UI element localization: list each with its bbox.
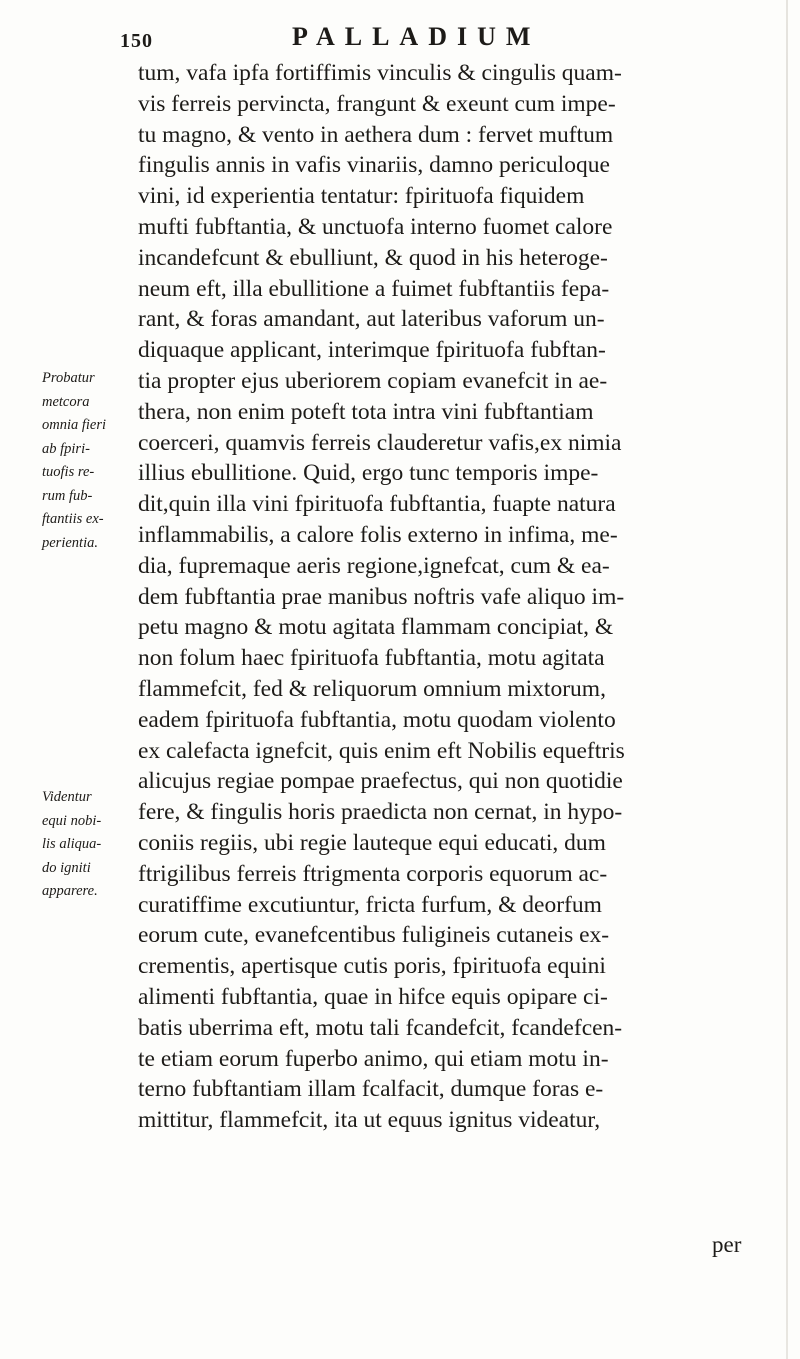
text-line: diquaque applicant, interimque fpirituofa fubftan- — [138, 337, 606, 364]
margin-note-line: omnia fieri — [42, 417, 107, 433]
catchword: per — [712, 1232, 742, 1257]
text-line: tu magno, & vento in aethera dum : fervet muftum — [138, 121, 614, 148]
text-line: eadem fpirituofa fubftantia, motu quodam violento — [138, 706, 616, 733]
margin-note-line: Probatur — [42, 370, 95, 386]
margin-note-1 — [42, 367, 132, 555]
text-line: mittitur, flammefcit, ita ut equus ignitus videatur, — [138, 1107, 601, 1134]
text-line: ex calefacta ignefcit, quis enim eft Nobilis equeftris — [138, 737, 625, 764]
text-line: inflammabilis, a calore folis externo in infima, me- — [138, 521, 618, 548]
running-head — [120, 16, 760, 56]
margin-note-line: ftantiis ex- — [42, 511, 104, 527]
margin-note-line: Videntur — [42, 789, 92, 805]
margin-note-line: do igniti — [42, 859, 91, 876]
text-line: ftrigilibus ferreis ftrigmenta corporis equorum ac- — [138, 860, 608, 887]
text-line: fingulis annis in vafis vinariis, damno periculoque — [138, 152, 610, 179]
text-line: vini, id experientia tentatur: fpirituofa fiquidem — [138, 183, 585, 210]
text-line: curatiffime excutiuntur, fricta furfum, & deorfum — [138, 891, 602, 918]
text-line: coerceri, quamvis ferreis clauderetur vafis,ex nimia — [138, 429, 622, 456]
text-line: tia propter ejus uberiorem copiam evanefcit in ae- — [138, 367, 608, 394]
margin-note-line: lis aliqua- — [42, 836, 102, 852]
margin-note-line: tuofis re- — [42, 464, 95, 480]
text-line: dem fubftantia prae manibus noftris vafe aliquo im- — [138, 583, 625, 610]
margin-note-line: rum fub- — [42, 487, 93, 504]
text-line: coniis regiis, ubi regie lauteque equi educati, dum — [138, 829, 606, 856]
text-line: te etiam eorum fuperbo animo, qui etiam motu in- — [138, 1045, 609, 1072]
body-text — [138, 58, 778, 1136]
text-line: alimenti fubftantia, quae in hifce equis opipare ci- — [138, 983, 608, 1010]
text-line: crementis, apertisque cutis poris, fpirituofa equini — [138, 953, 606, 980]
text-line: non folum haec fpirituofa fubftantia, motu agitata — [138, 645, 605, 672]
margin-note-line: ab fpiri- — [42, 440, 90, 457]
margin-note-line: equi nobi- — [42, 812, 102, 829]
text-line: petu magno & motu agitata flammam concipiat, & — [138, 614, 614, 641]
page-edge-shadow — [786, 0, 788, 1359]
page-number: 150 — [120, 30, 153, 52]
text-line: terno fubftantiam illam fcalfacit, dumque foras e- — [138, 1076, 604, 1103]
margin-note-2 — [42, 786, 132, 904]
text-line: incandefcunt & ebulliunt, & quod in his heteroge- — [138, 244, 608, 271]
text-line: eorum cute, evanefcentibus fuligineis cutaneis ex- — [138, 922, 610, 949]
text-line: alicujus regiae pompae praefectus, qui non quotidie — [138, 768, 623, 795]
text-line: illius ebullitione. Quid, ergo tunc temporis impe- — [138, 460, 599, 487]
margin-note-line: perientia. — [42, 534, 98, 551]
text-line: tum, vafa ipfa fortiffimis vinculis & cingulis quam- — [138, 60, 622, 86]
text-line: batis uberrima eft, motu tali fcandefcit, fcandefcen- — [138, 1014, 623, 1041]
text-line: dia, fupremaque aeris regione,ignefcat, cum & ea- — [138, 552, 610, 579]
text-line: flammefcit, fed & reliquorum omnium mixtorum, — [138, 675, 606, 702]
text-line: vis ferreis pervincta, frangunt & exeunt cum impe- — [138, 90, 616, 117]
text-line: mufti fubftantia, & unctuofa interno fuomet calore — [138, 213, 613, 240]
text-line: dit,quin illa vini fpirituofa fubftantia, fuapte natura — [138, 491, 616, 518]
text-line: fere, & fingulis horis praedicta non cernat, in hypo- — [138, 799, 623, 826]
running-title: PALLADIUM — [292, 22, 541, 51]
margin-note-line: metcora — [42, 393, 90, 410]
text-line: rant, & foras amandant, aut lateribus vaforum un- — [138, 306, 605, 333]
margin-note-line: apparere. — [42, 883, 98, 899]
text-line: neum eft, illa ebullitione a fuimet fubftantiis fepa- — [138, 275, 610, 302]
text-line: thera, non enim poteft tota intra vini fubftantiam — [138, 398, 594, 425]
